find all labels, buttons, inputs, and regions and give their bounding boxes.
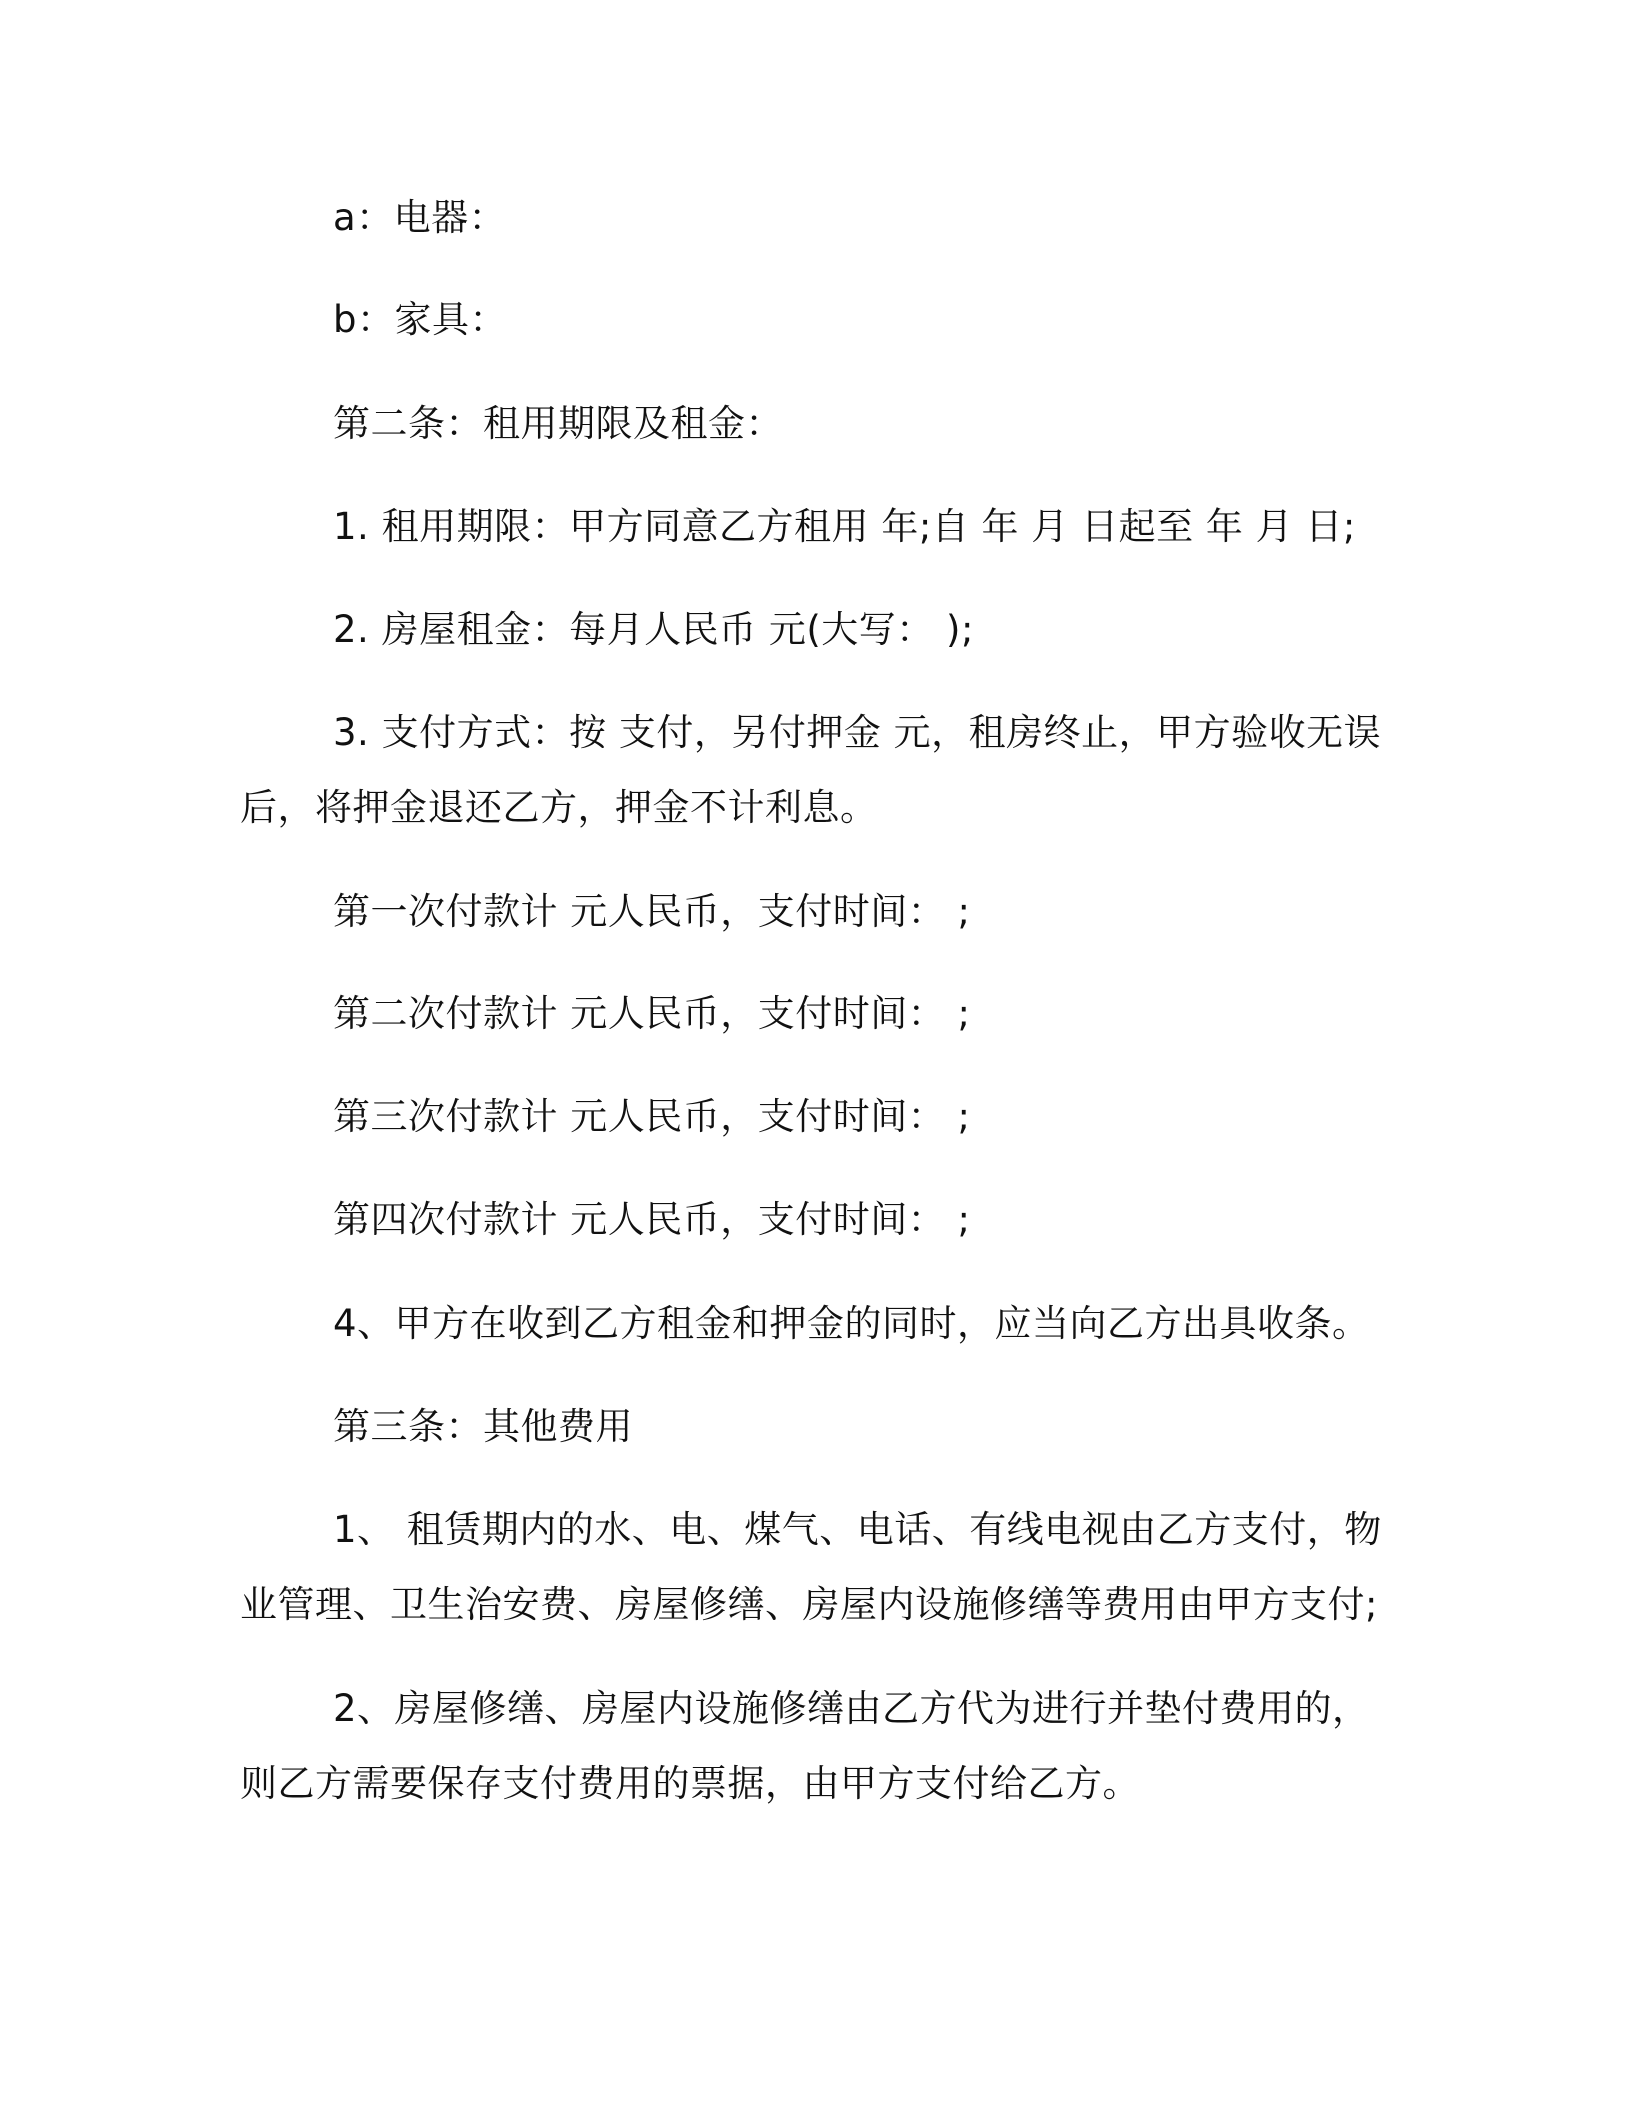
clause-2-2-rent: 2. 房屋租金：每月人民币 元(大写： );: [333, 608, 974, 651]
payment-3: 第三次付款计 元人民币，支付时间： ;: [333, 1095, 971, 1138]
clause-2-3-payment-line-1: 3. 支付方式：按 支付，另付押金 元，租房终止，甲方验收无误: [333, 711, 1382, 754]
payment-4: 第四次付款计 元人民币，支付时间： ;: [333, 1198, 971, 1241]
payment-2: 第二次付款计 元人民币，支付时间： ;: [333, 992, 971, 1035]
clause-3-2-line-2: 则乙方需要保存支付费用的票据，由甲方支付给乙方。: [240, 1762, 1140, 1805]
clause-3-1-line-2: 业管理、卫生治安费、房屋修缮、房屋内设施修缮等费用由甲方支付;: [240, 1583, 1378, 1626]
clause-2-1-lease-term: 1. 租用期限：甲方同意乙方租用 年;自 年 月 日起至 年 月 日;: [333, 505, 1356, 548]
payment-1: 第一次付款计 元人民币，支付时间： ;: [333, 890, 971, 933]
clause-3-1-line-1: 1、 租赁期内的水、电、煤气、电话、有线电视由乙方支付，物: [333, 1508, 1382, 1551]
item-a-appliances: a：电器：: [333, 196, 507, 239]
clause-2-3-payment-line-2: 后，将押金退还乙方，押金不计利息。: [240, 786, 878, 829]
article-2-heading: 第二条：租用期限及租金：: [333, 402, 783, 445]
clause-3-2-line-1: 2、房屋修缮、房屋内设施修缮由乙方代为进行并垫付费用的，: [333, 1687, 1370, 1730]
item-b-furniture: b：家具：: [333, 298, 507, 341]
article-3-heading: 第三条：其他费用: [333, 1405, 633, 1448]
clause-2-4-receipt: 4、甲方在收到乙方租金和押金的同时，应当向乙方出具收条。: [333, 1302, 1370, 1345]
